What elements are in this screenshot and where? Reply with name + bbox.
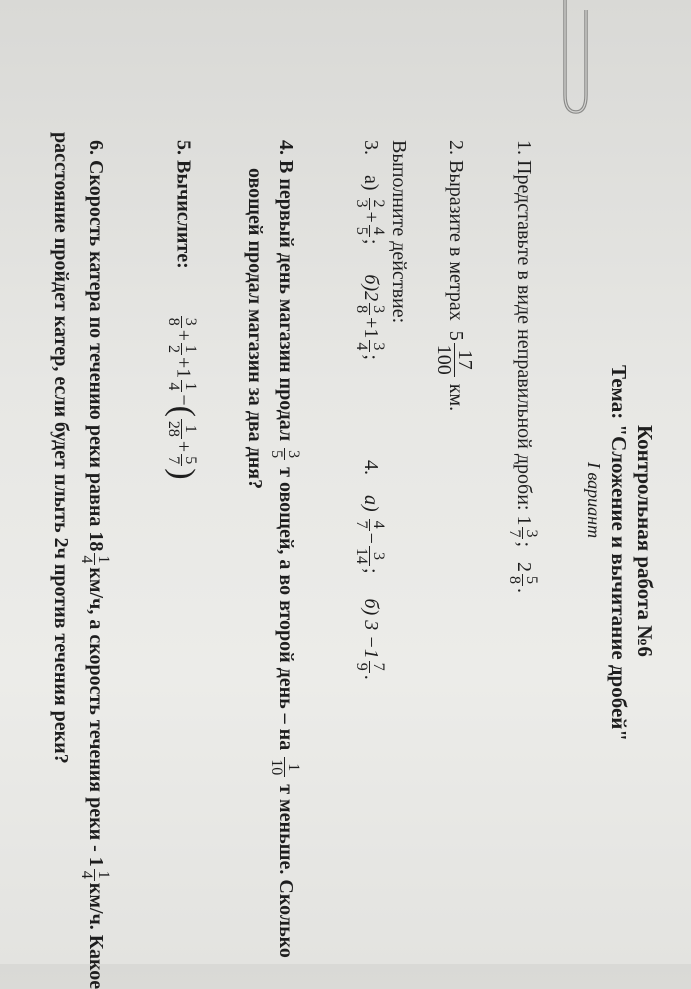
task-5-fraction-1: 3 8 [165,317,200,326]
task-4-a-label: а) [359,495,382,512]
task-1-fraction-a: 3 7 [506,529,540,538]
task-2 [434,140,475,411]
topic-title: Тема: "Сложение и вычитание дробей" [607,365,631,742]
task-2-fraction: 17 100 [433,344,476,375]
separator: ; [359,354,382,360]
task-4-fraction-b: 7 9 [353,662,387,671]
task-5-fraction-5: 5 7 [165,456,200,465]
plus: + [359,211,382,223]
task-5-text: 5. Вычислите: [172,140,195,269]
task-6-text-2: км/ч, а скорость течения реки - 1 [84,567,107,867]
task-2-text: 2. Выразите в метрах [444,140,467,321]
task-5-fraction-2: 1 2 [165,345,200,354]
task-4-number: 4. [359,460,382,475]
task-4-fraction-a2: 3 14 [353,547,387,564]
task-4-fraction-a1: 4 7 [353,520,387,529]
separator: ; [359,238,382,245]
task-3-b-label: б)2 [359,274,382,302]
minus: − [359,532,382,544]
plus: + [172,329,195,342]
task-1 [506,140,539,593]
word-problem-4-fraction-1: 3 5 [268,450,302,459]
word-problem-4-text: 4. В первый день магазин продал [274,140,297,442]
task-5-fraction-3: 1 4 [165,382,200,391]
task-6-line-2: расстояние пройдет катер, если будет плыть 2ч против течения реки? [50,132,72,764]
task-2-unit: км. [444,383,467,412]
task-3-fraction-b1: 3 8 [353,305,387,314]
period: . [359,674,382,680]
period: . [512,588,535,594]
task-3 [353,140,386,360]
word-problem-4-line-2: овощей продал магазин за два дня? [244,168,266,490]
task-5-fraction-4: 1 28 [165,420,200,437]
word-problem-4-text-3: т меньше. Сколько [274,784,297,958]
task-6-text: 6. Скорость катера по течению реки равна 18 [84,140,107,552]
task-3-fraction-b2: 3 4 [353,342,387,351]
word-problem-4-text-2: т овощей, а во второй день – на [274,467,297,751]
task-5 [165,140,199,480]
perform-heading: Выполните действие: [388,140,410,324]
task-3-number: 3. [359,140,382,155]
task-1-a-whole: 1 [512,515,535,526]
task-6-fraction-1: 1 4 [78,555,112,564]
plus-one: +1 [359,317,382,339]
task-3-fraction-a2: 4 5 [353,226,387,235]
task-4 [353,460,386,680]
word-problem-4-fraction-2: 1 10 [268,759,302,776]
variant-label: I вариант [584,462,604,539]
task-4-b-label: б) 3 −1 [359,598,382,659]
plus-one: +1 [172,357,195,379]
open-paren: ( [164,405,201,417]
task-6-fraction-2: 1 4 [78,870,112,879]
task-1-fraction-b: 5 8 [506,576,540,585]
separator: ; [512,541,535,548]
page-title: Контрольная работа №6 [633,425,657,657]
task-1-b-whole: 2 [512,562,535,573]
minus: − [172,394,195,406]
task-2-whole: 5 [444,330,467,341]
task-1-text: 1. Представьте в виде неправильной дроби: [512,140,535,511]
task-6-text-3: км/ч. Какое [84,882,107,989]
task-3-a-label: а) [359,175,382,191]
task-3-fraction-a1: 2 3 [353,199,387,208]
plus: + [172,440,195,453]
word-problem-4 [268,140,301,958]
task-6 [78,140,111,989]
close-paren: ) [164,468,201,480]
separator: ; [359,567,382,574]
